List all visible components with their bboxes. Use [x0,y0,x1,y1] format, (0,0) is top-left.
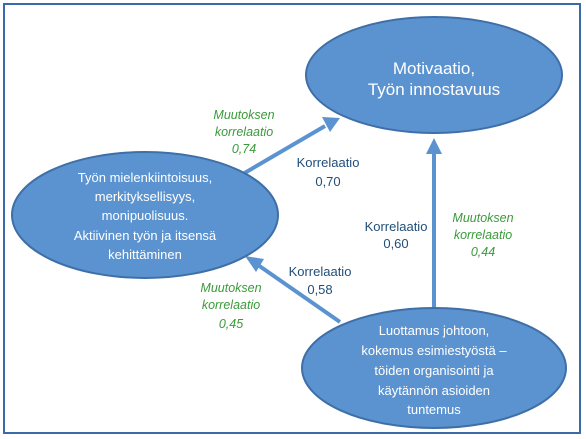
correlation-value: 0,60 [383,236,409,251]
change-label-value: 0,44 [470,245,496,259]
change-label-line-1: Muutoksen [213,108,275,122]
node-motivation-line-2: Työn innostavuus [367,80,501,99]
label-work-motivation-change [213,108,274,156]
node-work-line-5: kehittäminen [108,247,182,262]
node-trust-line-1: Luottamus johtoon, [378,323,490,338]
correlation-label: Korrelaatio [296,155,360,170]
change-label-value: 0,74 [231,142,257,156]
label-work-motivation-correlation [297,155,360,189]
change-label-line-1: Muutoksen [452,211,514,225]
change-label-line-2: korrelaatio [201,298,261,312]
node-work [12,152,278,278]
node-motivation [306,17,562,133]
correlation-label: Korrelaatio [288,264,352,279]
node-work-line-3: monipuolisuus. [101,208,189,223]
node-trust-line-2: kokemus esimiestyöstä – [361,343,507,358]
correlation-value: 0,70 [315,174,341,189]
change-label-value: 0,45 [218,317,244,331]
change-label-line-2: korrelaatio [453,228,513,242]
arrow-trust-to-motivation [426,138,442,312]
correlation-label: Korrelaatio [364,219,428,234]
change-label-line-2: korrelaatio [214,125,274,139]
node-work-line-4: Aktiivinen työn ja itsensä [73,228,217,243]
correlation-value: 0,58 [307,282,333,297]
change-label-line-1: Muutoksen [200,281,262,295]
node-work-line-1: Työn mielenkiintoisuus, [77,170,213,185]
node-trust-line-3: töiden organisointi ja [374,363,494,378]
label-trust-motivation-change [452,211,513,259]
label-trust-motivation-correlation [365,219,428,251]
node-trust [302,308,566,428]
node-work-line-2: merkityksellisyys, [94,189,196,204]
label-trust-work-change [200,281,261,331]
node-trust-line-5: tuntemus [407,402,461,417]
node-motivation-line-1: Motivaatio, [392,59,476,78]
node-trust-line-4: käytännön asioiden [377,383,491,398]
